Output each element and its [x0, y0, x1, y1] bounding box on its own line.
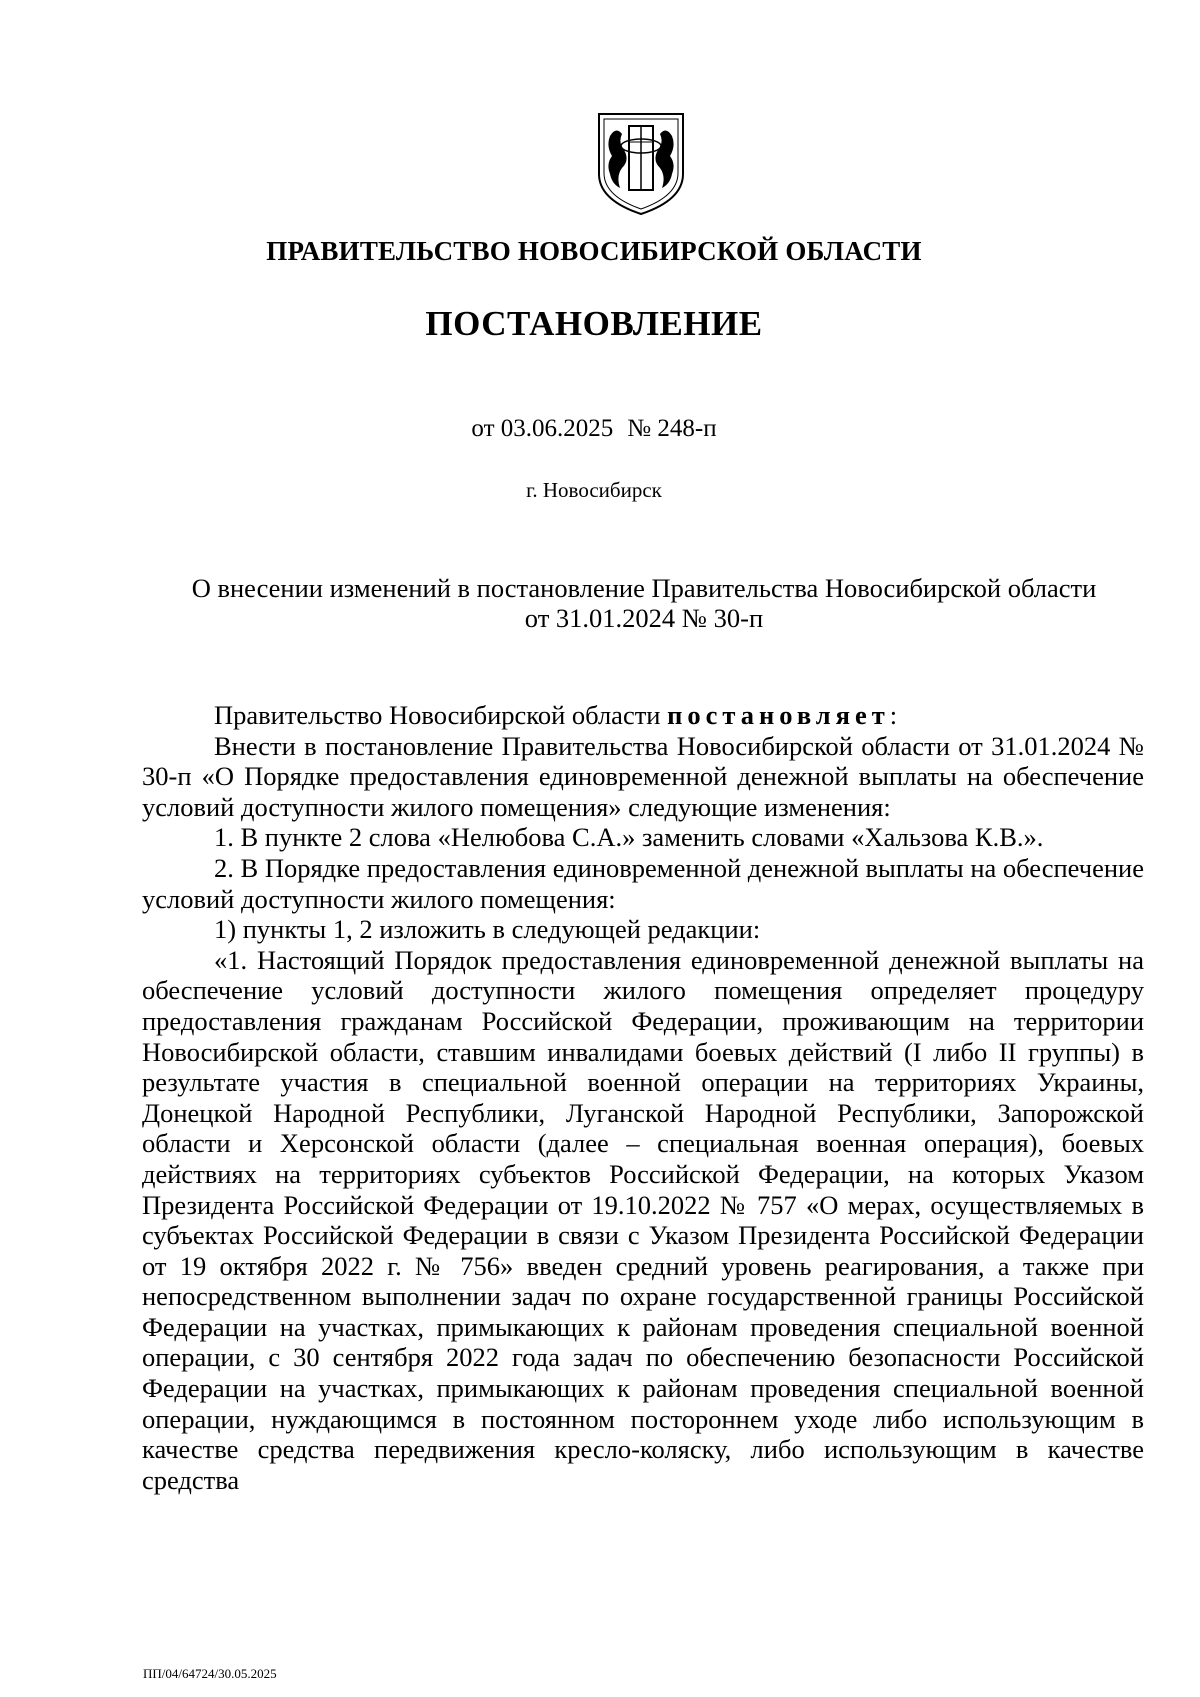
body-paragraph: «1. Настоящий Порядок предоставления единовременной денежной выплаты на обеспечение условий доступности жилого помещения определяет процедуру предоставления гражданам Российской Федерации, проживающим на территории Новосибирской области, ставшим инвалидами боевых действий (I либо II группы) в результате участия в специальной военной операции на территориях Украины, Донецкой Народной Республики, Луганской Народной Республики, Запорожской области и Херсонской области (далее – специальная военная операция), боевых действиях на территориях субъектов Российской Федерации, на которых Указом Президента Российской Федерации от 19.10.2022 № 757 «О мерах, осуществляемых в субъектах Российской Федерации в связи с Указом Президента Российской Федерации от 19 октября 2022 г. № 756» введен средний уровень реагирования, а также при непосредственном выполнении задач по охране государственной границы Российской Федерации на участках, примыкающих к районам проведения специальной военной операции, с 30 сентября 2022 года задач по обеспечению безопасности Российской Федерации на участках, примыкающих к районам проведения специальной военной операции, нуждающимся в постоянном постороннем уходе либо использующим в качестве средства передвижения кресло-коляску, либо использующим в качестве средства [142, 944, 1144, 1495]
body-paragraph: 1. В пункте 2 слова «Нелюбова С.А.» заменить словами «Хальзова К.В.». [214, 822, 1044, 853]
decree-word: постановляет [667, 700, 890, 730]
document-number: № 248-п [627, 415, 717, 442]
body-paragraph-decree [142, 700, 1144, 731]
body-paragraph: Внести в постановление Правительства Новосибирской области от 31.01.2024 № 30-п «О Порядке предоставления единовременной денежной выплаты на обеспечение условий доступности жилого помещения» следующие изменения: [142, 730, 1144, 822]
body-paragraph: 2. В Порядке предоставления единовременной денежной выплаты на обеспечение условий доступности жилого помещения: [142, 852, 1144, 914]
decree-tail: : [889, 700, 898, 730]
footer-doc-code: ПП/04/64724/30.05.2025 [143, 1666, 277, 1681]
city-line: г. Новосибирск [526, 478, 662, 502]
date-number-line [0, 415, 1188, 443]
decree-lead: Правительство Новосибирской области [214, 700, 668, 730]
coat-of-arms-icon [596, 112, 686, 216]
coat-of-arms-emblem [596, 112, 686, 216]
document-subject [140, 573, 1148, 633]
document-date: от 03.06.2025 [471, 415, 614, 442]
document-type-title: ПОСТАНОВЛЕНИЕ [425, 304, 763, 343]
document-body [142, 700, 1144, 1495]
subject-line-2: от 31.01.2024 № 30-п [524, 603, 764, 633]
organization-title: ПРАВИТЕЛЬСТВО НОВОСИБИРСКОЙ ОБЛАСТИ [266, 236, 922, 266]
body-paragraph: 1) пункты 1, 2 изложить в следующей редакции: [214, 914, 761, 945]
subject-line-1: О внесении изменений в постановление Правительства Новосибирской области [191, 573, 1097, 603]
